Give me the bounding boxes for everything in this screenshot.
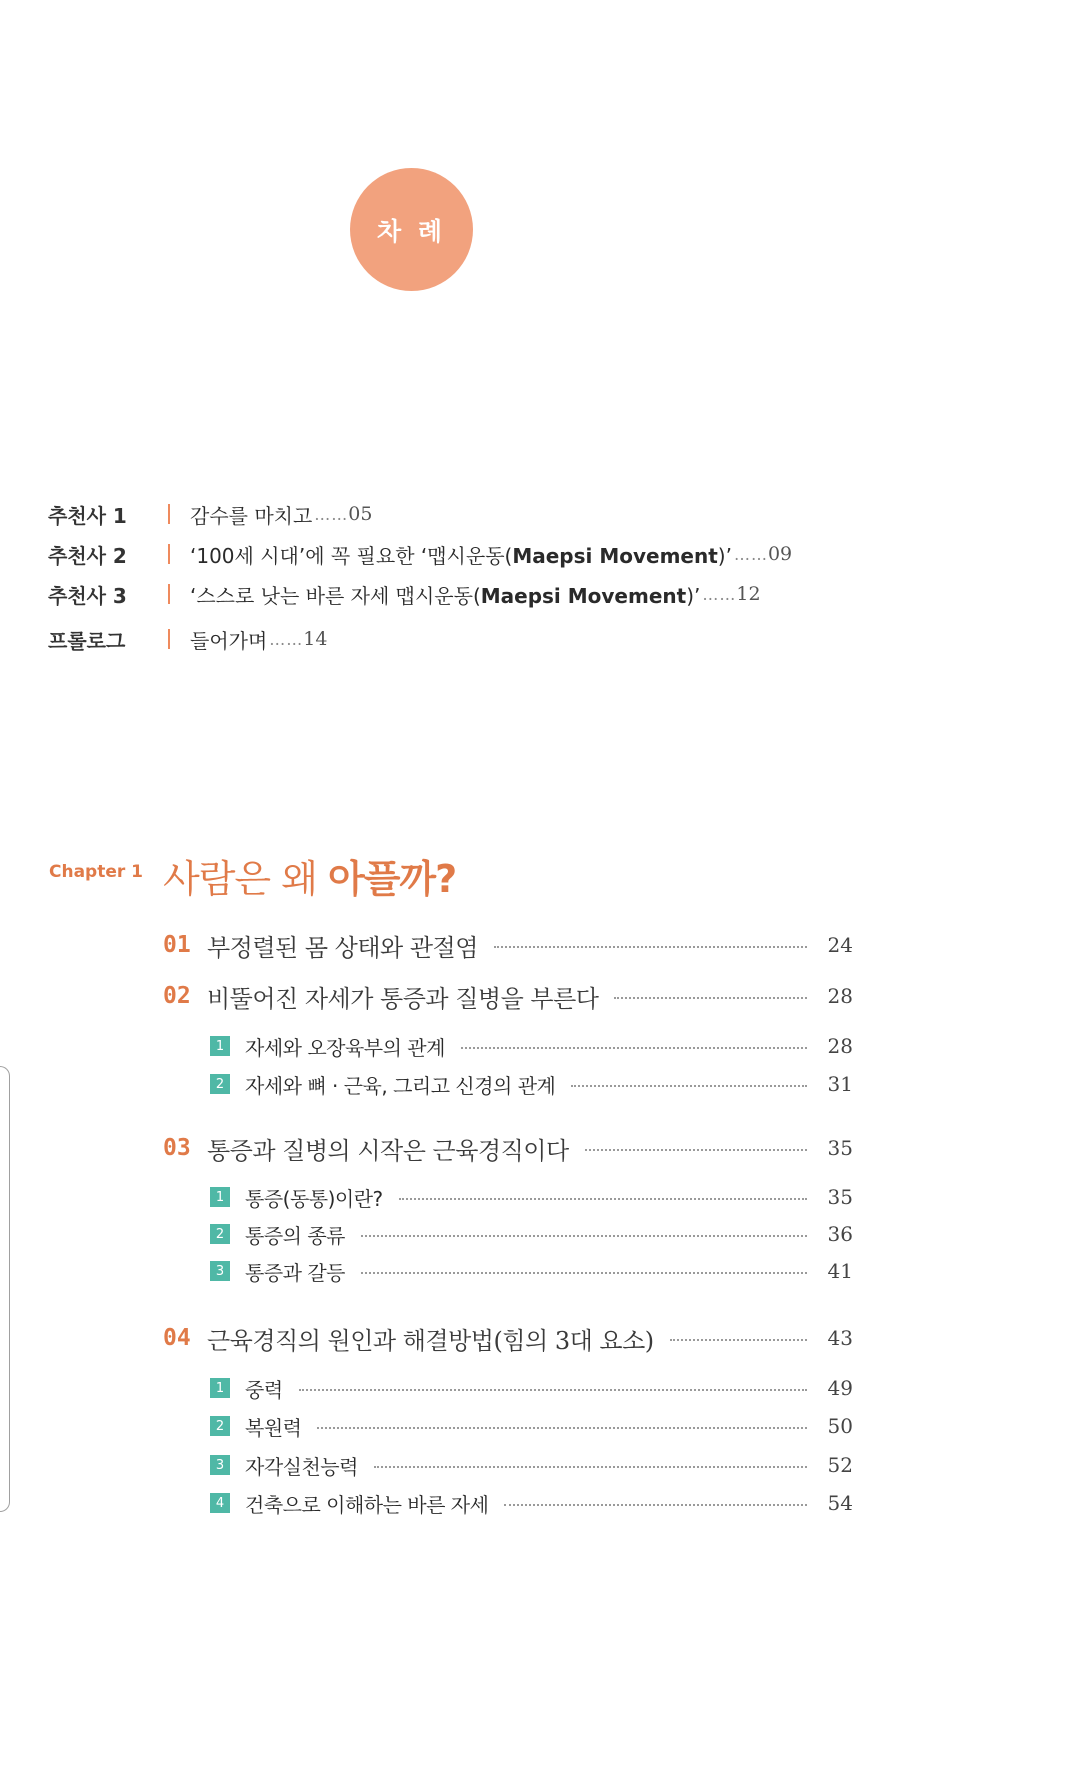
- page-number: 49: [827, 1376, 853, 1400]
- leader-dots: [361, 1235, 807, 1237]
- subsection-number-badge: 4: [210, 1493, 230, 1513]
- subsection-title: 중력: [245, 1377, 283, 1402]
- section-number: 03: [163, 1135, 191, 1161]
- chapter-label: Chapter 1: [49, 862, 144, 882]
- subsection-title: 건축으로 이해하는 바른 자세: [245, 1492, 489, 1517]
- subsection-number-badge: 2: [210, 1074, 230, 1094]
- page-number: 31: [827, 1072, 853, 1096]
- page-number: 52: [827, 1453, 853, 1477]
- section-title: 부정렬된 몸 상태와 관절염: [207, 933, 478, 962]
- toc-subsection[interactable]: [163, 1029, 853, 1063]
- leader-dots: [399, 1198, 807, 1200]
- subsection-title: 통증과 갈등: [245, 1260, 345, 1285]
- leader-dots: [494, 946, 807, 948]
- chapter-title: 사람은 왜 아플까?: [163, 857, 457, 901]
- rec-title: 들어가며: [190, 628, 268, 653]
- leader-dots: [374, 1466, 807, 1468]
- leader-dots: [504, 1504, 807, 1506]
- rec-page-number: 14: [303, 628, 328, 650]
- rec-page-number: 12: [736, 583, 761, 605]
- toc-subsection[interactable]: [163, 1448, 853, 1482]
- page-number: 28: [827, 984, 853, 1008]
- subsection-number-badge: 3: [210, 1455, 230, 1475]
- subsection-number-badge: 2: [210, 1224, 230, 1244]
- page-number: 28: [827, 1034, 853, 1058]
- rec-title: ‘스스로 낫는 바른 자세 맵시운동(Maepsi Movement)’: [190, 583, 701, 608]
- rec-leader-dots: ……: [702, 584, 737, 604]
- recommendation-row[interactable]: [48, 534, 808, 574]
- leader-dots: [614, 997, 807, 999]
- rec-title: ‘100세 시대’에 꼭 필요한 ‘맵시운동(Maepsi Movement)’: [190, 543, 732, 568]
- page-number: 24: [827, 933, 853, 957]
- recommendation-row[interactable]: [48, 619, 808, 659]
- recommendation-list: [48, 494, 808, 659]
- toc-section[interactable]: [163, 1128, 853, 1168]
- recommendation-row[interactable]: [48, 574, 808, 614]
- rec-title: 감수를 마치고: [190, 503, 313, 528]
- subsection-title: 복원력: [245, 1415, 302, 1440]
- rec-label: 추천사 1: [48, 503, 127, 528]
- rec-leader-dots: ……: [733, 544, 768, 564]
- toc-section[interactable]: [163, 1318, 853, 1358]
- rec-leader-dots: ……: [269, 629, 304, 649]
- toc-subsection[interactable]: [163, 1217, 853, 1251]
- toc-subsection[interactable]: [163, 1409, 853, 1443]
- page-number: 41: [827, 1259, 853, 1283]
- recommendation-row[interactable]: [48, 494, 808, 534]
- rec-leader-dots: ……: [314, 504, 349, 524]
- toc-subsection[interactable]: [163, 1180, 853, 1214]
- rec-divider: [168, 544, 170, 564]
- subsection-title: 자각실천능력: [245, 1454, 358, 1479]
- rec-divider: [168, 584, 170, 604]
- leader-dots: [585, 1149, 807, 1151]
- leader-dots: [317, 1427, 807, 1429]
- section-title: 통증과 질병의 시작은 근육경직이다: [207, 1136, 569, 1165]
- page-number: 35: [827, 1185, 853, 1209]
- rec-label: 프롤로그: [48, 628, 126, 653]
- leader-dots: [571, 1085, 807, 1087]
- section-title: 근육경직의 원인과 해결방법(힘의 3대 요소): [207, 1326, 654, 1355]
- contents-badge: 차 례: [350, 168, 473, 291]
- leader-dots: [670, 1339, 807, 1341]
- subsection-number-badge: 1: [210, 1378, 230, 1398]
- section-number: 04: [163, 1325, 191, 1351]
- rec-label: 추천사 2: [48, 543, 127, 568]
- leader-dots: [361, 1272, 807, 1274]
- leader-dots: [299, 1389, 807, 1391]
- page-number: 35: [827, 1136, 853, 1160]
- subsection-number-badge: 1: [210, 1036, 230, 1056]
- rec-label: 추천사 3: [48, 583, 127, 608]
- section-title: 비뚤어진 자세가 통증과 질병을 부른다: [207, 984, 599, 1013]
- rec-page-number: 05: [348, 503, 373, 525]
- section-number: 01: [163, 932, 191, 958]
- page-number: 36: [827, 1222, 853, 1246]
- toc-subsection[interactable]: [163, 1486, 853, 1520]
- page-number: 54: [827, 1491, 853, 1515]
- subsection-title: 통증의 종류: [245, 1223, 345, 1248]
- rec-divider: [168, 504, 170, 524]
- rec-page-number: 09: [767, 543, 793, 565]
- subsection-number-badge: 3: [210, 1261, 230, 1281]
- toc-section[interactable]: [163, 976, 853, 1016]
- subsection-number-badge: 2: [210, 1416, 230, 1436]
- subsection-title: 자세와 오장육부의 관계: [245, 1035, 445, 1060]
- toc-subsection[interactable]: [163, 1371, 853, 1405]
- toc-section[interactable]: [163, 925, 853, 965]
- side-edge-frame: [0, 1066, 10, 1512]
- leader-dots: [461, 1047, 807, 1049]
- rec-divider: [168, 629, 170, 649]
- subsection-title: 자세와 뼈 · 근육, 그리고 신경의 관계: [245, 1073, 556, 1098]
- toc-subsection[interactable]: [163, 1067, 853, 1101]
- subsection-number-badge: 1: [210, 1187, 230, 1207]
- page-number: 50: [827, 1414, 853, 1438]
- toc-subsection[interactable]: [163, 1254, 853, 1288]
- subsection-title: 통증(동통)이란?: [245, 1186, 383, 1211]
- section-number: 02: [163, 983, 191, 1009]
- page-number: 43: [827, 1326, 853, 1350]
